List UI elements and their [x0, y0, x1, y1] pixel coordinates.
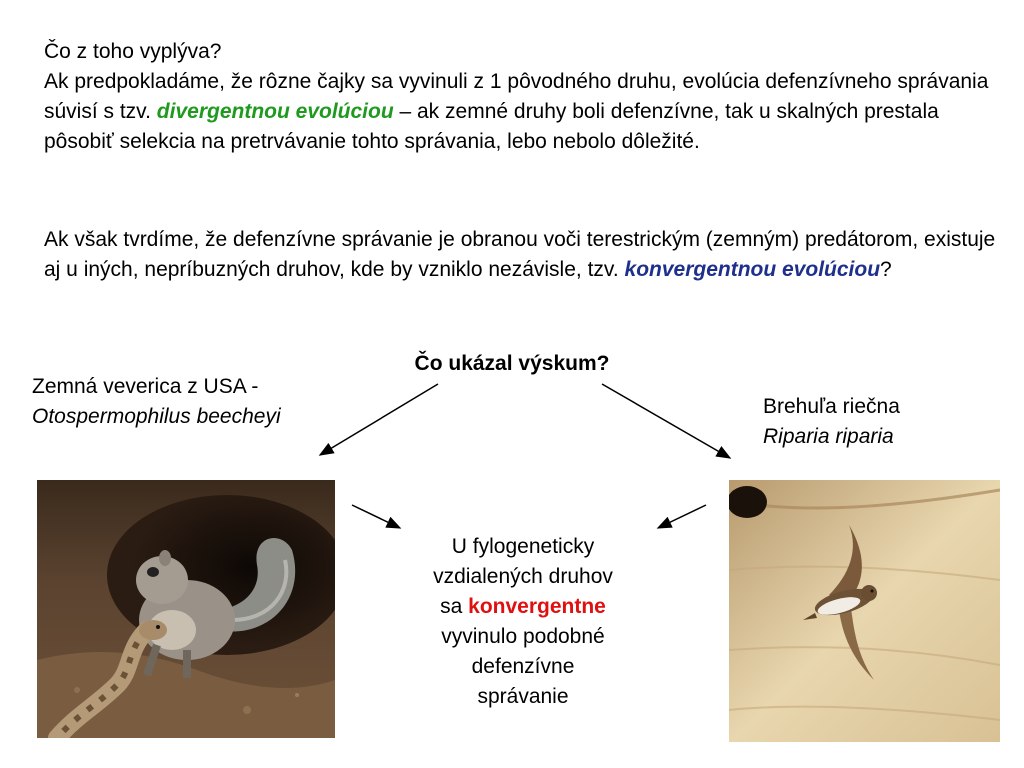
arrow-question-to-left: [320, 384, 438, 455]
paragraph2-text-after: ?: [880, 258, 892, 281]
left-species-common-name: Zemná veverica z USA -: [32, 375, 259, 398]
conclusion-line1: U fylogeneticky: [451, 535, 595, 558]
arrow-left-photo-to-conclusion: [352, 505, 400, 528]
paragraph2-text-before: Ak však tvrdíme, že defenzívne správanie je obranou voči terestrickým (zemným) predátorom, existuje aj u iných, nepríbuzných druhov, kde by vzniklo nezávisle, tzv.: [44, 228, 996, 281]
paragraph1-text-before: Ak predpokladáme, že rôzne čajky sa vyvinuli z 1 pôvodného druhu, evolúcia defenzívneho správania súvisí s tzv.: [44, 70, 989, 123]
paragraph-convergent: [44, 225, 1004, 285]
conclusion-line4: vyvinulo podobné: [441, 625, 605, 648]
right-species-label: [763, 392, 900, 452]
right-species-latin-name: Riparia riparia: [763, 425, 894, 448]
sand-martin-flying-photo: [729, 480, 1000, 742]
arrow-right-photo-to-conclusion: [658, 505, 706, 528]
conclusion-line3-before: sa: [440, 595, 469, 618]
convergent-evolution-term: konvergentnou evolúciou: [624, 258, 881, 281]
arrow-question-to-right: [602, 384, 730, 458]
conclusion-line5: defenzívne: [471, 655, 575, 678]
research-question: Čo ukázal výskum?: [414, 352, 610, 375]
paragraph1-text-after: – ak zemné druhy boli defenzívne, tak u skalných prestala pôsobiť selekcia na pretrvávanie tohto správania, lebo nebolo dôležité.: [44, 100, 939, 153]
conclusion-line2: vzdialených druhov: [433, 565, 613, 588]
right-species-common-name: Brehuľa riečna: [763, 395, 900, 418]
convergently-term: konvergentne: [468, 595, 606, 618]
conclusion-text: [400, 532, 646, 712]
left-species-latin-name: Otospermophilus beecheyi: [32, 405, 281, 428]
paragraph-divergent: [44, 37, 1004, 157]
divergent-evolution-term: divergentnou evolúciou: [156, 100, 394, 123]
conclusion-line6: správanie: [477, 685, 569, 708]
left-species-label: [32, 372, 281, 432]
squirrel-and-snake-photo: [37, 480, 335, 738]
paragraph-heading: Čo z toho vyplýva?: [44, 40, 222, 63]
